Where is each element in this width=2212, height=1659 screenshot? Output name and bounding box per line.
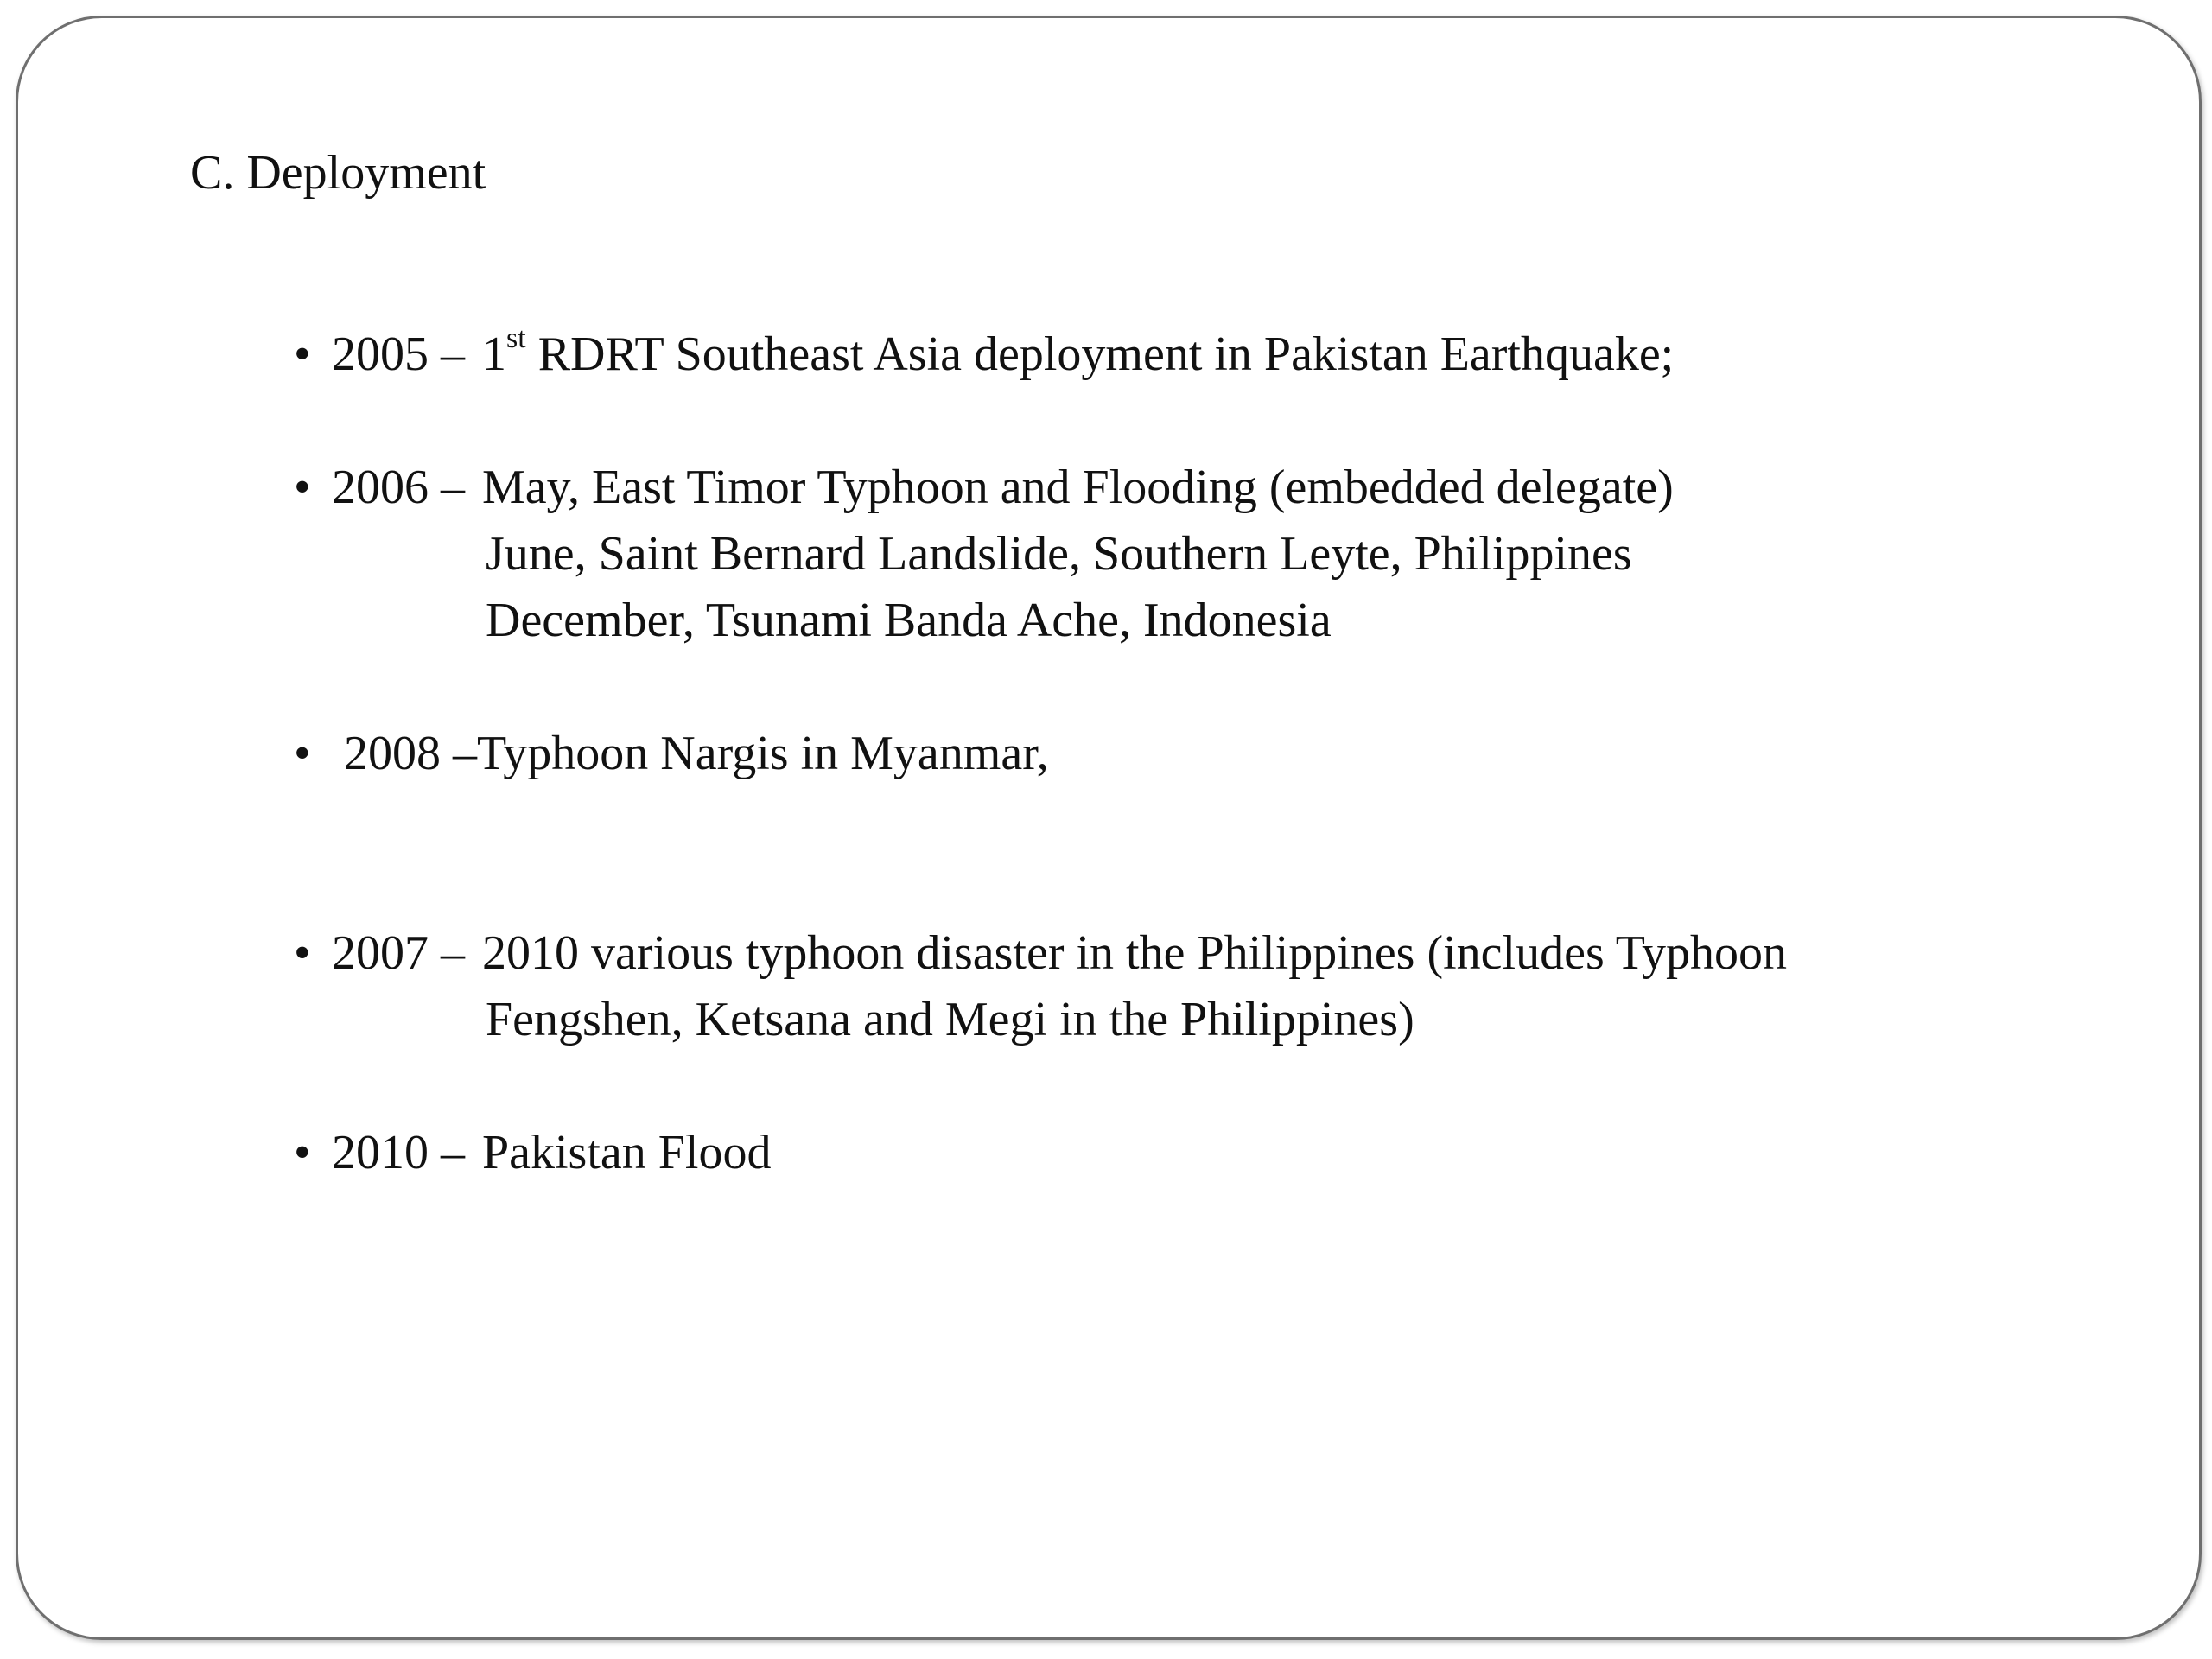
- bullet-icon: •: [294, 1126, 311, 1179]
- item-line: Pakistan Flood: [482, 1126, 772, 1179]
- list-item-2006: [294, 454, 1674, 521]
- slide-frame: [16, 16, 2202, 1640]
- bullet-icon: •: [294, 327, 311, 381]
- bullet-icon: •: [294, 727, 311, 780]
- item-text-rest: RDRT Southeast Asia deployment in Pakistan Earthquake;: [525, 327, 1675, 381]
- list-item-2008: [294, 721, 1049, 787]
- item-year: 2010 –: [332, 1126, 465, 1179]
- item-line: May, East Timor Typhoon and Flooding (embedded delegate): [482, 461, 1674, 514]
- item-line-continuation: June, Saint Bernard Landslide, Southern Leyte, Philippines: [486, 527, 1632, 581]
- item-line-continuation: Fengshen, Ketsana and Megi in the Philippines): [486, 993, 1414, 1046]
- item-text-num: 1: [482, 327, 506, 381]
- bullet-icon: •: [294, 926, 311, 980]
- item-text: 2008 –Typhoon Nargis in Myanmar,: [332, 727, 1049, 780]
- slide-title: C. Deployment: [190, 146, 486, 200]
- item-year: 2007 –: [332, 926, 465, 980]
- item-text-sup: st: [506, 322, 526, 355]
- bullet-icon: •: [294, 461, 311, 514]
- item-year: 2005 –: [332, 327, 465, 381]
- list-item-2005: [294, 321, 1674, 388]
- list-item-2010: [294, 1120, 771, 1186]
- item-line-continuation: December, Tsunami Banda Ache, Indonesia: [486, 594, 1332, 647]
- item-line: 2010 various typhoon disaster in the Philippines (includes Typhoon: [482, 926, 1788, 980]
- list-item-2007: [294, 920, 1787, 987]
- item-year: 2006 –: [332, 461, 465, 514]
